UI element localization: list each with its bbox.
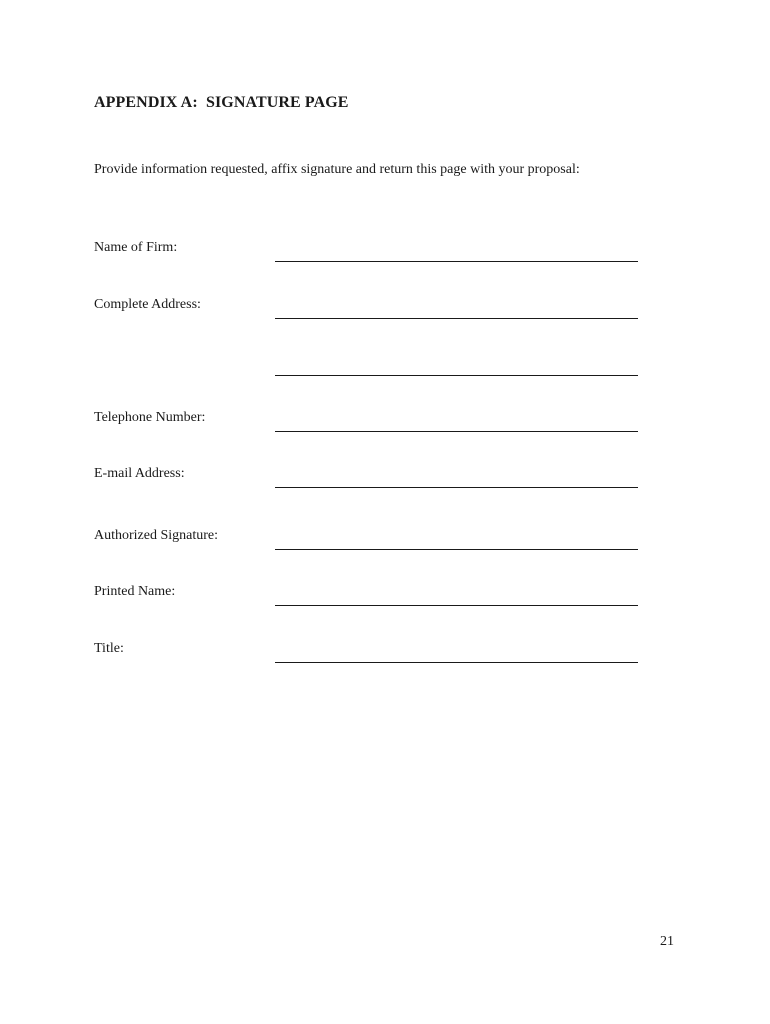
field-complete-address	[94, 293, 638, 313]
address-line-2-line[interactable]	[275, 375, 638, 376]
field-name-of-firm	[94, 236, 638, 256]
field-address-line-2	[94, 350, 638, 370]
printed-name-label: Printed Name:	[94, 584, 176, 599]
field-title	[94, 637, 638, 657]
name-of-firm-label: Name of Firm:	[94, 240, 178, 255]
name-of-firm-line[interactable]	[275, 261, 638, 262]
field-telephone-number	[94, 406, 638, 426]
printed-name-line[interactable]	[275, 605, 638, 606]
authorized-signature-label: Authorized Signature:	[94, 528, 219, 543]
telephone-number-line[interactable]	[275, 431, 638, 432]
field-authorized-signature	[94, 524, 638, 544]
telephone-number-label: Telephone Number:	[94, 410, 206, 425]
field-email-address	[94, 462, 638, 482]
page-number: 21	[660, 934, 674, 949]
title-line[interactable]	[275, 662, 638, 663]
complete-address-label: Complete Address:	[94, 297, 201, 312]
complete-address-line[interactable]	[275, 318, 638, 319]
title-label: Title:	[94, 641, 124, 656]
authorized-signature-line[interactable]	[275, 549, 638, 550]
field-printed-name	[94, 580, 638, 600]
email-address-line[interactable]	[275, 487, 638, 488]
page-title: APPENDIX A: SIGNATURE PAGE	[94, 94, 349, 111]
instructions-text: Provide information requested, affix signature and return this page with your proposal:	[94, 162, 580, 177]
email-address-label: E-mail Address:	[94, 466, 185, 481]
